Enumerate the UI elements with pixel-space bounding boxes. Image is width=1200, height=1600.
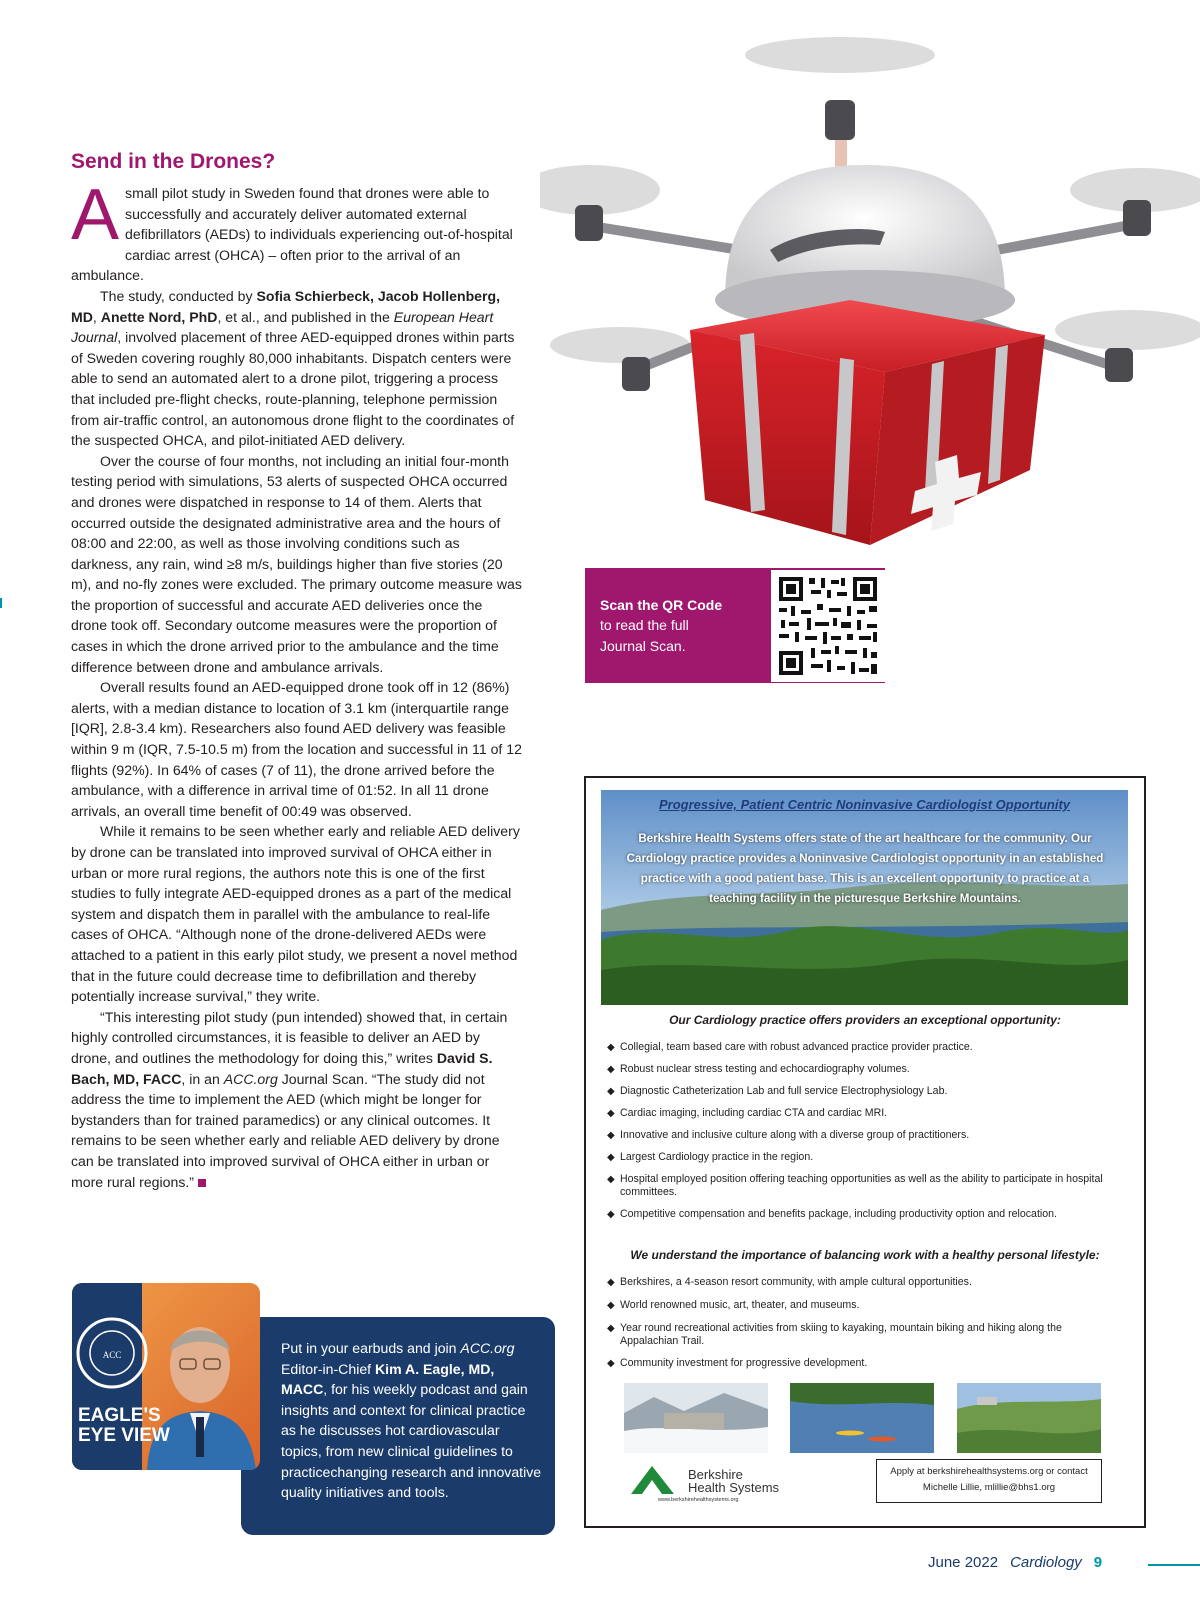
article-paragraph-4: Overall results found an AED-equipped drone took off in 12 (86%) alerts, with a median distance to location of 3.1 km (interquartile range [IQR], 2.8-3.4 km). Researchers also found AED delivery was feasible within 9 m (IQR, 7.5-10.5 m) from the location and successful in 11 of 12 flights (92%). In 64% of cases (7 of 11), the drone arrived before the ambulance, with a difference in arrival time of 01:52. In all 11 drone arrivals, an overall time benefit of 00:49 was observed. bbox=[71, 679, 522, 819]
list-item: ◆ Collegial, team based care with robust advanced practice provider practice. bbox=[607, 1041, 1107, 1054]
qr-code[interactable] bbox=[771, 570, 885, 682]
issue-date: June 2022 bbox=[928, 1554, 999, 1571]
drop-cap: A bbox=[71, 175, 120, 255]
qr-promo-text-2: Journal Scan. bbox=[600, 638, 686, 654]
quoted-author: David S. Bach, MD, FACC bbox=[71, 1049, 493, 1087]
list-item: ◆ Cardiac imaging, including cardiac CTA and cardiac MRI. bbox=[607, 1107, 1107, 1120]
article-body bbox=[71, 175, 522, 1192]
page-number: 9 bbox=[1093, 1554, 1103, 1571]
podcast-description: Put in your earbuds and join ACC.org Editor-in-Chief Kim A. Eagle, MD, MACC, for his weekly podcast and gain insights and context for clinical practice as he discusses hot cardiovascular topics, from new clinical guidelines to practicechanging research and innovative quality initiatives and tools. bbox=[281, 1340, 542, 1501]
podcast-photo-label-2: EYE VIEW bbox=[78, 1425, 170, 1446]
article-paragraph-2: The study, conducted by Sofia Schierbeck, Jacob Hollenberg, MD, Anette Nord, PhD, et al., and published in the European Heart Journal, involved placement of three AED-equipped drones within parts of Sweden covering roughly 80,000 inhabitants. Dispatch centers were able to send an automated alert to a drone pilot, triggering a process that included pre-flight checks, route-planning, telephone permission from air-traffic control, an autonomous drone flight to the coordinates of the suspected OHCA, and pilot-initiated AED delivery. bbox=[71, 287, 515, 449]
author-name: Anette Nord, PhD bbox=[100, 308, 218, 325]
list-item: ◆ Community investment for progressive development. bbox=[607, 1357, 1107, 1370]
list-item: ◆ Competitive compensation and benefits package, including productivity option and relocation. bbox=[607, 1208, 1107, 1221]
list-item: ◆ Innovative and inclusive culture along with a diverse group of practitioners. bbox=[607, 1129, 1107, 1142]
qr-promo-text-1: to read the full bbox=[600, 617, 689, 633]
list-item: ◆ Diagnostic Catheterization Lab and full service Electrophysiology Lab. bbox=[607, 1085, 1107, 1098]
list-item: ◆ Robust nuclear stress testing and echocardiography volumes. bbox=[607, 1063, 1107, 1076]
podcast-host-photo bbox=[72, 1283, 260, 1470]
list-item: ◆ Year round recreational activities from skiing to kayaking, mountain biking and hiking along the Appalachian Trail. bbox=[607, 1322, 1107, 1348]
kayaking-photo bbox=[790, 1383, 934, 1453]
margin-tick bbox=[0, 598, 2, 608]
berkshire-health-systems-logo bbox=[628, 1460, 822, 1502]
logo-url: www.berkshirehealthsystems.org bbox=[658, 1497, 739, 1502]
magazine-name: Cardiology bbox=[1010, 1554, 1082, 1571]
ad-heading-lifestyle: We understand the importance of balancing work with a healthy personal lifestyle: bbox=[630, 1248, 1100, 1262]
article-paragraph-5: While it remains to be seen whether early and reliable AED delivery by drone can be translated into improved survival of OHCA either in urban or more rural regions, the authors note this is one of the first studies to fully integrate AED-equipped drones as a part of the medical system and dispatch them in parallel with the ambulance to real-life cases of OHCA. “Although none of the drone-delivered AEDs were attached to a patient in this early pilot study, we present a novel method that in the future could decrease time to defibrillation and thereby potentially increase survival,” they write. bbox=[71, 823, 520, 1005]
apply-text: Apply at berkshirehealthsystems.org or contact bbox=[890, 1466, 1088, 1477]
podcast-photo-label-1: EAGLE'S bbox=[78, 1405, 161, 1426]
list-item: ◆ Hospital employed position offering teaching opportunities as well as the ability to participate in hospital committees. bbox=[607, 1173, 1107, 1199]
acc-site-name: ACC.org bbox=[223, 1070, 278, 1087]
lifestyle-list bbox=[607, 1276, 1107, 1370]
ad-intro: Berkshire Health Systems offers state of the art healthcare for the community. Our Cardiology practice provides a Noninvasive Cardiologist opportunity in an established practice with a good patient base. This is an excellent opportunity to practice at a teaching facility in the picturesque Berkshire Mountains. bbox=[626, 832, 1104, 905]
end-mark-icon bbox=[198, 1179, 206, 1187]
article-paragraph-3: Over the course of four months, not including an initial four-month testing period with simulations, 53 alerts of suspected OHCA occurred and drones were dispatched in response to 14 of them. Alerts that occurred outside the designated administrative area and the hours of 08:00 and 22:00, as well as those involving conditions such as darkness, any rain, wind ≥8 m/s, buildings higher than five stories (20 m), and no-fly zones were excluded. The primary outcome measure was the proportion of successful and accurate AED deliveries once the drone took off. Secondary outcome measures were the proportion of cases in which the drone arrived prior to the ambulance and the time difference between drone and ambulance arrivals. bbox=[71, 452, 522, 675]
drone-illustration bbox=[540, 0, 1200, 590]
journal-name: European Heart Journal bbox=[71, 308, 494, 346]
article-headline: Send in the Drones? bbox=[71, 150, 276, 173]
article-paragraph-6: “This interesting pilot study (pun intended) showed that, in certain highly controlled circumstances, it is feasible to deliver an AED by drone, and outlines the methodology for doing this,” writes David S. Bach, MD, FACC, in an ACC.org Journal Scan. “The study did not address the time to implement the AED (which might be longer for bystanders than for trained paramedics) or any clinical outcomes. It remains to be seen whether early and reliable AED delivery by drone can be translated into improved survival of OHCA either in urban or more rural regions.” bbox=[71, 1008, 508, 1190]
hiking-photo bbox=[957, 1383, 1101, 1453]
ski-resort-photo bbox=[624, 1383, 768, 1453]
logo-text-1: Berkshire bbox=[688, 1467, 743, 1482]
podcast-host-name: Kim A. Eagle, MD, MACC bbox=[281, 1360, 495, 1398]
page-footer bbox=[928, 1554, 1102, 1571]
contact-text: Michelle Lillie, mlillie@bhs1.org bbox=[922, 1482, 1056, 1493]
list-item: ◆ Berkshires, a 4-season resort community, with ample cultural opportunities. bbox=[607, 1276, 1107, 1289]
svg-text:ACC: ACC bbox=[102, 1350, 122, 1360]
opportunity-list bbox=[607, 1041, 1107, 1221]
ad-heading-opportunity: Our Cardiology practice offers providers an exceptional opportunity: bbox=[669, 1013, 1061, 1027]
footer-rule bbox=[1148, 1564, 1200, 1566]
apply-contact-box bbox=[876, 1459, 1102, 1503]
list-item: ◆ Largest Cardiology practice in the region. bbox=[607, 1151, 1107, 1164]
ad-title: Progressive, Patient Centric Noninvasive Cardiologist Opportunity bbox=[658, 797, 1071, 812]
author-names: Sofia Schierbeck, Jacob Hollenberg, MD bbox=[71, 287, 501, 325]
article-paragraph-1: Asmall pilot study in Sweden found that drones were able to successfully and accurately deliver automated external defibrillators (AEDs) to individuals experiencing out-of-hospital cardiac arrest (OHCA) – often prior to the arrival of an ambulance. bbox=[71, 175, 513, 284]
list-item: ◆ World renowned music, art, theater, and museums. bbox=[607, 1299, 1107, 1312]
qr-promo-title: Scan the QR Code bbox=[600, 597, 723, 613]
logo-text-2: Health Systems bbox=[688, 1480, 780, 1495]
podcast-site: ACC.org bbox=[460, 1340, 515, 1356]
